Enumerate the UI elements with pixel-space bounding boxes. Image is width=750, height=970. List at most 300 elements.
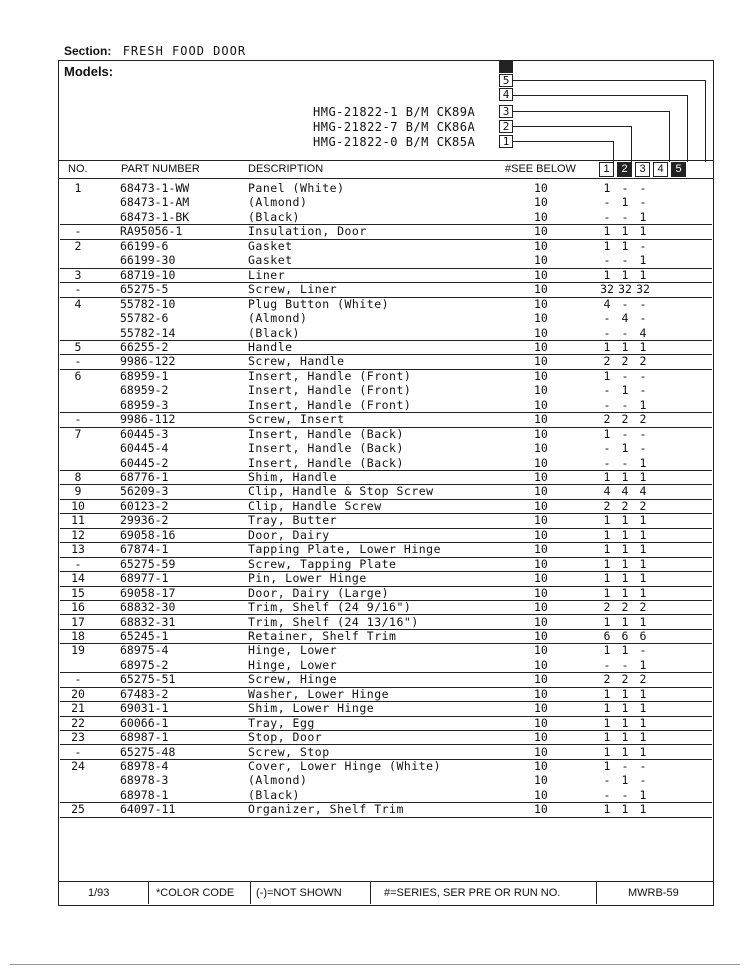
- row-qty-col-3: 1: [639, 513, 647, 528]
- row-qty-col-2: -: [621, 787, 629, 802]
- connector-5-h: [513, 80, 705, 81]
- row-see-below: 10: [534, 181, 548, 195]
- row-qty-col-1: 2: [603, 412, 611, 427]
- connector-4-h: [513, 95, 687, 96]
- table-row: [60, 745, 712, 760]
- row-description: Stop, Door: [248, 730, 323, 745]
- row-description: Handle: [248, 339, 293, 354]
- row-see-below: 10: [534, 527, 548, 542]
- row-qty-col-3: 1: [639, 209, 647, 224]
- row-see-below: 10: [534, 643, 548, 658]
- row-description: Door, Dairy (Large): [248, 585, 390, 600]
- row-description: (Almond): [248, 195, 308, 210]
- row-number: 7: [74, 426, 82, 441]
- row-qty-col-1: 1: [603, 802, 611, 817]
- row-qty-col-3: 2: [639, 672, 647, 687]
- table-row: [60, 687, 712, 702]
- row-see-below: 10: [534, 267, 548, 282]
- row-part-number: 60123-2: [120, 498, 169, 513]
- row-part-number: 60445-4: [120, 441, 169, 456]
- row-see-below: 10: [534, 773, 548, 788]
- row-part-number: 66255-2: [120, 339, 169, 354]
- row-part-number: 56209-3: [120, 484, 169, 499]
- row-qty-col-3: 1: [639, 470, 647, 484]
- table-row: [60, 340, 712, 355]
- row-qty-col-3: 2: [639, 354, 647, 369]
- table-row: [60, 326, 712, 341]
- row-number: -: [74, 224, 82, 239]
- row-part-number: 68832-30: [120, 600, 176, 615]
- row-see-below: 10: [534, 253, 548, 268]
- row-qty-col-1: 1: [603, 426, 611, 441]
- row-see-below: 10: [534, 311, 548, 326]
- model-name-2: HMG-21822-7 B/M CK86A: [313, 120, 476, 134]
- connector-2-h: [513, 126, 631, 127]
- row-part-number: 9986-112: [120, 412, 176, 427]
- row-part-number: 69031-1: [120, 701, 169, 716]
- table-row: [60, 383, 712, 397]
- row-qty-col-2: 4: [621, 311, 629, 326]
- row-see-below: 10: [534, 585, 548, 600]
- row-part-number: 68978-4: [120, 759, 169, 773]
- row-see-below: 10: [534, 556, 548, 571]
- row-see-below: 10: [534, 715, 548, 730]
- row-see-below: 10: [534, 441, 548, 456]
- row-number: 10: [71, 498, 85, 513]
- row-qty-col-2: 32: [618, 282, 632, 297]
- row-description: Shim, Handle: [248, 470, 338, 484]
- row-qty-col-2: -: [621, 209, 629, 224]
- row-part-number: 65275-5: [120, 282, 169, 297]
- row-qty-col-3: -: [639, 195, 647, 210]
- row-number: 17: [71, 614, 85, 629]
- row-description: (Black): [248, 787, 300, 802]
- row-see-below: 10: [534, 224, 548, 239]
- row-number: 4: [74, 296, 82, 311]
- row-part-number: 68975-2: [120, 657, 169, 672]
- footer-not-shown: (-)=NOT SHOWN: [256, 887, 342, 899]
- table-row: [60, 528, 712, 543]
- row-part-number: 68473-1-WW: [120, 181, 190, 195]
- row-qty-col-1: 4: [603, 484, 611, 499]
- row-see-below: 10: [534, 744, 548, 759]
- row-description: Door, Dairy: [248, 527, 330, 542]
- row-description: Panel (White): [248, 181, 345, 195]
- row-see-below: 10: [534, 296, 548, 311]
- row-qty-col-2: -: [621, 426, 629, 441]
- table-row: [60, 586, 712, 601]
- row-description: Tapping Plate, Lower Hinge: [248, 542, 442, 557]
- header-no: NO.: [68, 163, 88, 175]
- row-qty-col-2: 4: [621, 484, 629, 499]
- row-part-number: 67874-1: [120, 542, 169, 557]
- row-see-below: 10: [534, 325, 548, 340]
- row-part-number: 65245-1: [120, 628, 169, 643]
- row-qty-col-1: -: [603, 195, 611, 210]
- row-description: (Almond): [248, 773, 308, 788]
- row-description: Insert, Handle (Front): [248, 383, 412, 398]
- table-row: [60, 282, 712, 297]
- row-see-below: 10: [534, 470, 548, 484]
- row-qty-col-1: -: [603, 253, 611, 268]
- row-qty-col-1: 1: [603, 224, 611, 239]
- row-qty-col-3: -: [639, 181, 647, 195]
- row-number: -: [74, 744, 82, 759]
- row-number: 18: [71, 628, 85, 643]
- row-qty-col-1: 1: [603, 527, 611, 542]
- header-col-1: 1: [599, 162, 614, 177]
- row-part-number: RA95056-1: [120, 224, 183, 239]
- row-qty-col-1: 32: [600, 282, 614, 297]
- row-part-number: 65275-48: [120, 744, 176, 759]
- row-qty-col-2: -: [621, 455, 629, 470]
- header-top-rule: [58, 160, 714, 161]
- table-row: [60, 268, 712, 283]
- table-row: [60, 542, 712, 557]
- row-qty-col-3: 2: [639, 498, 647, 513]
- row-qty-col-3: 1: [639, 571, 647, 586]
- row-qty-col-3: 1: [639, 686, 647, 701]
- row-number: -: [74, 672, 82, 687]
- row-part-number: 68987-1: [120, 730, 169, 745]
- row-qty-col-2: -: [621, 296, 629, 311]
- model-box-dark-cap: [499, 60, 513, 73]
- row-qty-col-3: 4: [639, 325, 647, 340]
- row-part-number: 69058-17: [120, 585, 176, 600]
- model-name-3: HMG-21822-0 B/M CK85A: [313, 135, 476, 149]
- row-qty-col-3: -: [639, 773, 647, 788]
- row-see-below: 10: [534, 484, 548, 499]
- connector-2-v: [631, 126, 632, 162]
- section-heading: [64, 44, 246, 58]
- table-row: [60, 354, 712, 369]
- row-qty-col-1: 1: [603, 730, 611, 745]
- row-qty-col-3: 1: [639, 224, 647, 239]
- row-qty-col-2: 1: [621, 556, 629, 571]
- header-description: DESCRIPTION: [248, 163, 324, 175]
- row-qty-col-1: 2: [603, 600, 611, 615]
- row-qty-col-1: 1: [603, 614, 611, 629]
- row-description: Insert, Handle (Front): [248, 368, 412, 383]
- row-part-number: 67483-2: [120, 686, 169, 701]
- row-number: 14: [71, 571, 85, 586]
- row-qty-col-3: 1: [639, 542, 647, 557]
- row-qty-col-3: 32: [636, 282, 650, 297]
- row-qty-col-3: 4: [639, 484, 647, 499]
- row-qty-col-2: 1: [621, 744, 629, 759]
- row-qty-col-2: 1: [621, 715, 629, 730]
- row-number: 22: [71, 715, 85, 730]
- row-qty-col-1: 1: [603, 701, 611, 716]
- row-qty-col-1: 1: [603, 238, 611, 253]
- row-qty-col-1: 1: [603, 267, 611, 282]
- row-description: Liner: [248, 267, 286, 282]
- row-qty-col-3: 1: [639, 556, 647, 571]
- row-see-below: 10: [534, 498, 548, 513]
- row-qty-col-3: -: [639, 759, 647, 773]
- row-part-number: 68832-31: [120, 614, 176, 629]
- footer-color-code: *COLOR CODE: [156, 887, 235, 899]
- table-row: [60, 441, 712, 455]
- row-qty-col-1: 6: [603, 628, 611, 643]
- row-description: Hinge, Lower: [248, 643, 338, 658]
- row-number: 25: [71, 802, 85, 817]
- row-see-below: 10: [534, 339, 548, 354]
- row-number: 15: [71, 585, 85, 600]
- row-qty-col-1: 1: [603, 643, 611, 658]
- row-qty-col-3: -: [639, 426, 647, 441]
- row-qty-col-2: -: [621, 368, 629, 383]
- row-description: (Black): [248, 325, 300, 340]
- row-qty-col-3: 1: [639, 455, 647, 470]
- row-number: -: [74, 412, 82, 427]
- row-qty-col-1: 1: [603, 715, 611, 730]
- row-qty-col-3: 1: [639, 397, 647, 412]
- row-number: 13: [71, 542, 85, 557]
- row-part-number: 68776-1: [120, 470, 169, 484]
- row-see-below: 10: [534, 759, 548, 773]
- row-qty-col-1: 1: [603, 368, 611, 383]
- row-part-number: 64097-11: [120, 802, 176, 817]
- header-bottom-rule: [58, 178, 714, 179]
- row-qty-col-2: -: [621, 325, 629, 340]
- row-see-below: 10: [534, 614, 548, 629]
- row-number: 20: [71, 686, 85, 701]
- row-description: (Black): [248, 209, 300, 224]
- row-see-below: 10: [534, 455, 548, 470]
- table-row: [60, 210, 712, 225]
- row-qty-col-3: 1: [639, 744, 647, 759]
- row-qty-col-1: -: [603, 209, 611, 224]
- row-number: 3: [74, 267, 82, 282]
- row-qty-col-2: 1: [621, 773, 629, 788]
- row-qty-col-2: -: [621, 253, 629, 268]
- row-description: Organizer, Shelf Trim: [248, 802, 404, 817]
- section-label: Section:: [64, 44, 112, 58]
- table-row: [60, 701, 712, 716]
- row-description: Shim, Lower Hinge: [248, 701, 375, 716]
- row-description: Hinge, Lower: [248, 657, 338, 672]
- row-qty-col-2: -: [621, 759, 629, 773]
- header-see-below: #SEE BELOW: [505, 163, 576, 175]
- table-row: [60, 297, 712, 311]
- table-row: [60, 427, 712, 441]
- row-description: Screw, Tapping Plate: [248, 556, 397, 571]
- row-number: -: [74, 354, 82, 369]
- footer-sep: [596, 882, 597, 904]
- row-qty-col-2: 2: [621, 412, 629, 427]
- model-box-3: 3: [499, 105, 513, 118]
- page-bottom-edge: [10, 964, 740, 965]
- row-description: Insert, Handle (Front): [248, 397, 412, 412]
- row-see-below: 10: [534, 513, 548, 528]
- row-description: Insulation, Door: [248, 224, 367, 239]
- row-see-below: 10: [534, 657, 548, 672]
- table-row: [60, 557, 712, 572]
- row-description: Insert, Handle (Back): [248, 426, 404, 441]
- row-qty-col-2: 1: [621, 643, 629, 658]
- row-see-below: 10: [534, 672, 548, 687]
- row-qty-col-3: 1: [639, 657, 647, 672]
- row-qty-col-3: -: [639, 296, 647, 311]
- row-qty-col-2: 2: [621, 498, 629, 513]
- row-part-number: 68978-1: [120, 787, 169, 802]
- row-qty-col-2: 1: [621, 527, 629, 542]
- row-qty-col-3: -: [639, 238, 647, 253]
- row-number: 12: [71, 527, 85, 542]
- row-qty-col-3: 1: [639, 802, 647, 817]
- row-qty-col-3: -: [639, 368, 647, 383]
- row-see-below: 10: [534, 282, 548, 297]
- row-see-below: 10: [534, 600, 548, 615]
- model-box-1: 1: [499, 135, 513, 148]
- row-qty-col-1: 1: [603, 686, 611, 701]
- row-qty-col-2: 1: [621, 686, 629, 701]
- row-qty-col-3: 2: [639, 412, 647, 427]
- table-row: [60, 253, 712, 268]
- header-part-number: PART NUMBER: [121, 163, 200, 175]
- table-row: [60, 788, 712, 803]
- row-see-below: 10: [534, 209, 548, 224]
- row-number: 24: [71, 759, 85, 773]
- row-qty-col-3: 1: [639, 267, 647, 282]
- row-qty-col-1: -: [603, 325, 611, 340]
- row-qty-col-3: 1: [639, 527, 647, 542]
- row-see-below: 10: [534, 628, 548, 643]
- row-description: (Almond): [248, 311, 308, 326]
- row-qty-col-3: 1: [639, 585, 647, 600]
- row-part-number: 65275-59: [120, 556, 176, 571]
- row-qty-col-3: 1: [639, 730, 647, 745]
- row-qty-col-1: 1: [603, 542, 611, 557]
- row-part-number: 55782-6: [120, 311, 169, 326]
- table-row: [60, 224, 712, 239]
- table-row: [60, 311, 712, 325]
- row-see-below: 10: [534, 787, 548, 802]
- table-row: [60, 239, 712, 253]
- header-col-5: 5: [671, 162, 686, 177]
- row-qty-col-1: 1: [603, 513, 611, 528]
- footer-sep: [370, 882, 371, 904]
- row-qty-col-3: 1: [639, 715, 647, 730]
- row-qty-col-2: -: [621, 181, 629, 195]
- row-qty-col-1: -: [603, 441, 611, 456]
- row-see-below: 10: [534, 426, 548, 441]
- row-see-below: 10: [534, 368, 548, 383]
- models-label: Models:: [64, 64, 114, 79]
- row-see-below: 10: [534, 412, 548, 427]
- row-description: Tray, Butter: [248, 513, 338, 528]
- row-see-below: 10: [534, 195, 548, 210]
- row-qty-col-2: 2: [621, 354, 629, 369]
- footer-date: 1/93: [88, 887, 110, 899]
- table-row: [60, 629, 712, 644]
- footer-sep: [148, 882, 149, 904]
- row-number: 21: [71, 701, 85, 716]
- row-qty-col-3: -: [639, 643, 647, 658]
- model-box-2: 2: [499, 120, 513, 133]
- row-part-number: 9986-122: [120, 354, 176, 369]
- row-qty-col-2: 1: [621, 730, 629, 745]
- row-part-number: 68719-10: [120, 267, 176, 282]
- row-number: -: [74, 556, 82, 571]
- table-row: [60, 369, 712, 383]
- row-part-number: 68978-3: [120, 773, 169, 788]
- row-see-below: 10: [534, 686, 548, 701]
- table-row: [60, 398, 712, 413]
- connector-1-v: [613, 141, 614, 162]
- row-description: Insert, Handle (Back): [248, 455, 404, 470]
- row-qty-col-1: 1: [603, 744, 611, 759]
- row-part-number: 68959-3: [120, 397, 169, 412]
- model-name-1: HMG-21822-1 B/M CK89A: [313, 105, 476, 119]
- row-qty-col-3: 1: [639, 787, 647, 802]
- row-qty-col-1: -: [603, 455, 611, 470]
- table-row: [60, 499, 712, 514]
- row-qty-col-1: -: [603, 397, 611, 412]
- table-row: [60, 672, 712, 687]
- row-qty-col-2: 1: [621, 701, 629, 716]
- table-row: [60, 470, 712, 485]
- row-qty-col-2: 1: [621, 195, 629, 210]
- row-part-number: 68975-4: [120, 643, 169, 658]
- row-see-below: 10: [534, 571, 548, 586]
- row-see-below: 10: [534, 397, 548, 412]
- connector-4-v: [687, 95, 688, 162]
- table-row: [60, 600, 712, 615]
- row-part-number: 68959-2: [120, 383, 169, 398]
- row-description: Clip, Handle & Stop Screw: [248, 484, 434, 499]
- footer-code: MWRB-59: [628, 887, 679, 899]
- header-col-2: 2: [617, 162, 632, 177]
- row-qty-col-1: 1: [603, 759, 611, 773]
- connector-5-v: [705, 80, 706, 162]
- table-row: [60, 773, 712, 787]
- row-part-number: 60445-2: [120, 455, 169, 470]
- section-value: FRESH FOOD DOOR: [122, 44, 247, 58]
- row-part-number: 29936-2: [120, 513, 169, 528]
- table-row: [60, 802, 712, 817]
- footer-bar: [58, 881, 714, 904]
- row-qty-col-2: 1: [621, 571, 629, 586]
- table-row: [60, 484, 712, 499]
- row-qty-col-3: -: [639, 383, 647, 398]
- header-col-3: 3: [635, 162, 650, 177]
- row-qty-col-1: -: [603, 787, 611, 802]
- row-qty-col-3: -: [639, 441, 647, 456]
- row-qty-col-1: 1: [603, 571, 611, 586]
- row-description: Clip, Handle Screw: [248, 498, 382, 513]
- row-description: Screw, Liner: [248, 282, 338, 297]
- row-part-number: 60445-3: [120, 426, 169, 441]
- connector-3-v: [669, 111, 670, 162]
- row-qty-col-2: 1: [621, 441, 629, 456]
- row-see-below: 10: [534, 238, 548, 253]
- row-qty-col-2: 1: [621, 470, 629, 484]
- row-qty-col-1: -: [603, 311, 611, 326]
- row-see-below: 10: [534, 383, 548, 398]
- footer-series: #=SERIES, SER PRE OR RUN NO.: [384, 887, 561, 899]
- row-qty-col-2: 1: [621, 267, 629, 282]
- row-see-below: 10: [534, 802, 548, 817]
- table-row: [60, 195, 712, 209]
- row-qty-col-2: 1: [621, 614, 629, 629]
- row-part-number: 68473-1-BK: [120, 209, 190, 224]
- row-see-below: 10: [534, 354, 548, 369]
- row-qty-col-2: 1: [621, 339, 629, 354]
- row-description: Screw, Hinge: [248, 672, 338, 687]
- row-qty-col-1: 1: [603, 585, 611, 600]
